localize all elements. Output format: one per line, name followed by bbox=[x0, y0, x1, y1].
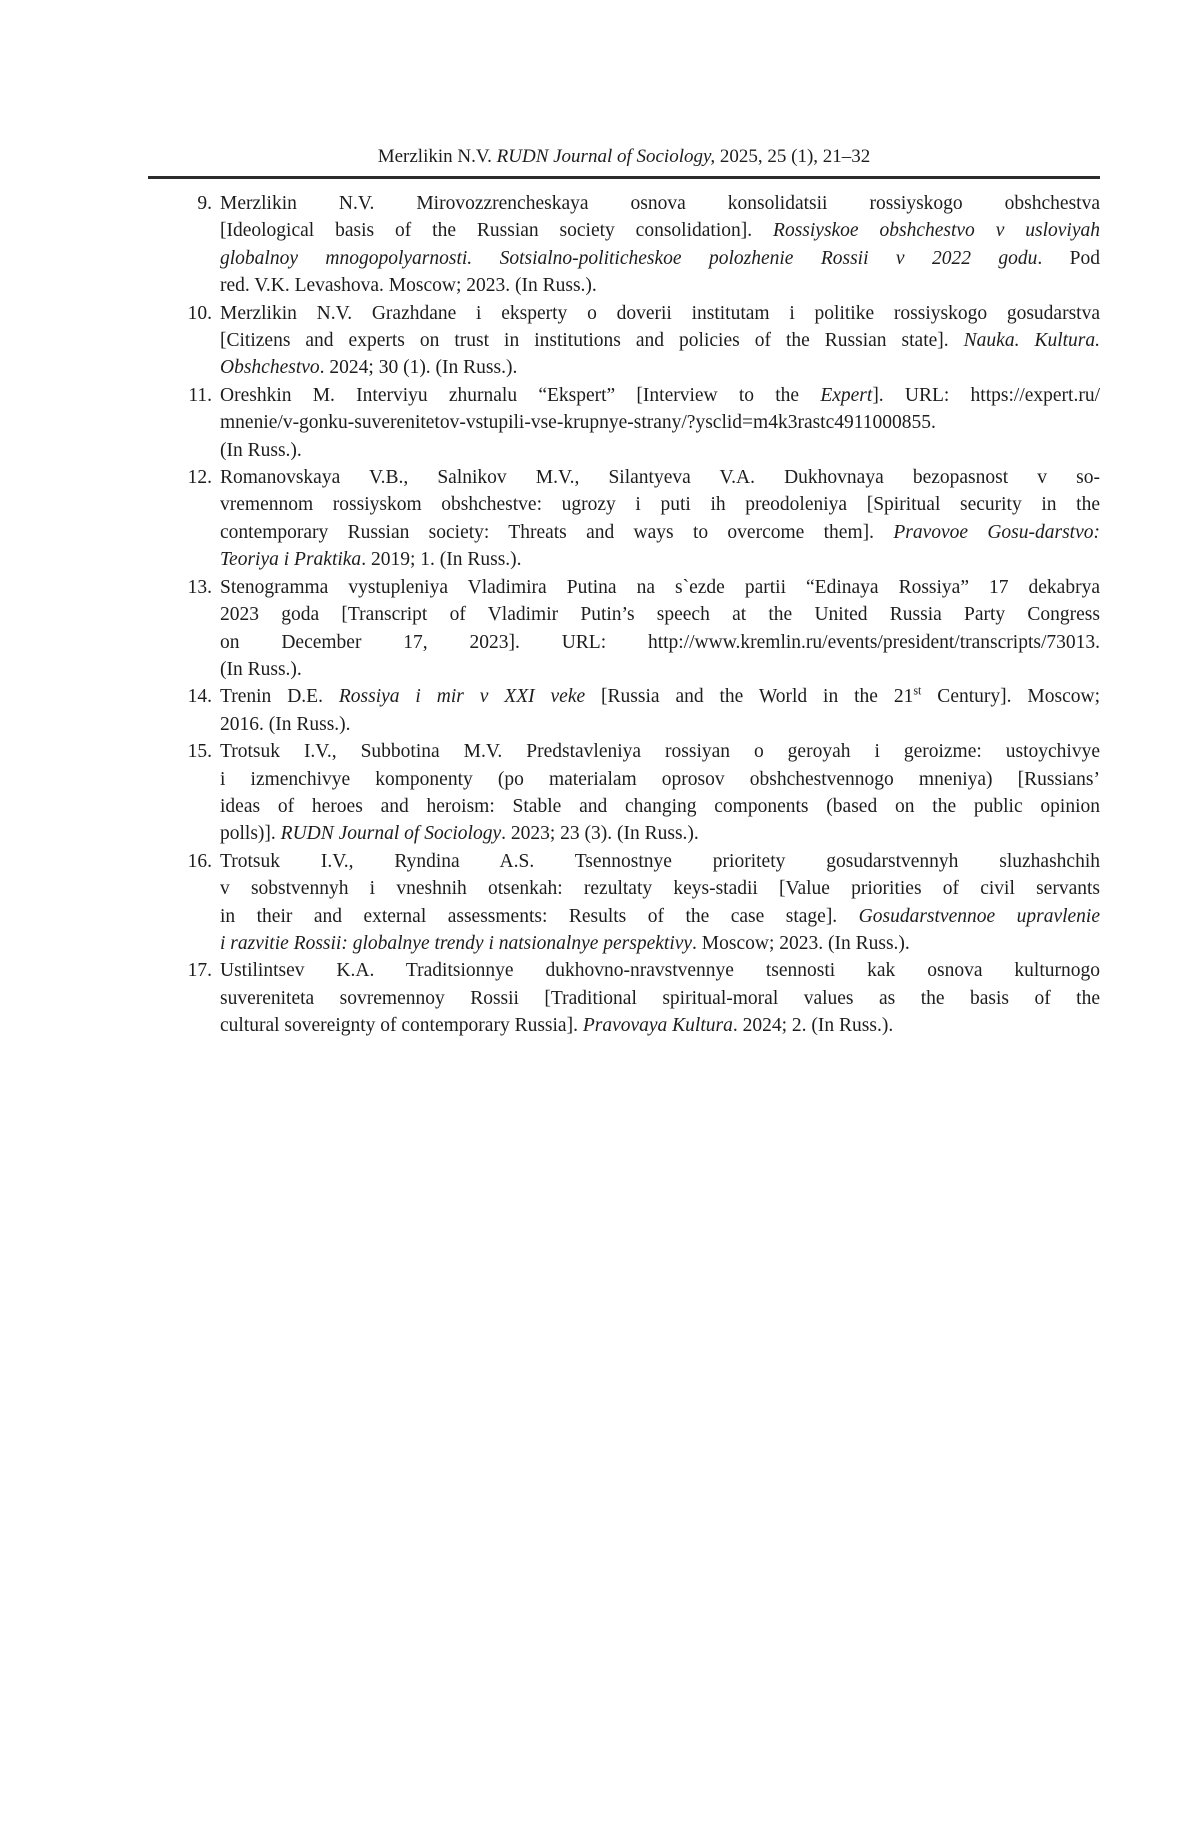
italic-text-run: RUDN Journal of Sociology, bbox=[496, 146, 716, 167]
text-run: vremennom rossiyskom obshchestve: ugrozy i puti ih preodoleniya [Spiritual security in the bbox=[220, 494, 1100, 516]
reference-line bbox=[220, 409, 1100, 436]
text-run: (In Russ.). bbox=[220, 658, 302, 680]
text-run: . 2024; 2. (In Russ.). bbox=[732, 1015, 894, 1037]
text-run: [Russia and the World in the 21 bbox=[585, 686, 914, 708]
reference-line bbox=[220, 820, 1100, 847]
text-run: Merzlikin N.V. Grazhdane i eksperty o doverii institutam i politike rossiyskogo gosudarstva bbox=[220, 302, 1100, 324]
text-run: Trenin D.E. bbox=[220, 686, 339, 708]
reference-text bbox=[220, 738, 1100, 848]
reference-item bbox=[148, 738, 1100, 848]
reference-number: 13. bbox=[187, 576, 212, 598]
text-run: in their and external assessments: Results of the case stage]. bbox=[220, 905, 859, 927]
italic-text-run: Nauka. Kultura. bbox=[963, 330, 1101, 352]
text-run: contemporary Russian society: Threats and ways to overcome them]. bbox=[220, 521, 894, 543]
text-run: Trotsuk I.V., Ryndina A.S. Tsennostnye prioritety gosudarstvennyh sluzhashchih bbox=[220, 850, 1100, 872]
italic-text-run: globalnoy mnogopolyarnosti. Sotsialno-politicheskoe polozhenie Rossii v 2022 godu bbox=[220, 247, 1038, 269]
reference-line bbox=[220, 793, 1100, 820]
italic-text-run: Expert bbox=[820, 384, 873, 406]
text-run: ideas of heroes and heroism: Stable and changing components (based on the public opinion bbox=[220, 795, 1100, 817]
reference-number: 12. bbox=[187, 467, 212, 489]
italic-text-run: Gosudarstvennoe upravlenie bbox=[858, 905, 1100, 927]
reference-text bbox=[220, 382, 1100, 464]
reference-item bbox=[148, 464, 1100, 574]
reference-line bbox=[220, 190, 1100, 217]
text-run: red. V.K. Levashova. Moscow; 2023. (In Russ.). bbox=[220, 275, 597, 297]
reference-number: 11. bbox=[188, 384, 212, 406]
text-run: . Moscow; 2023. (In Russ.). bbox=[692, 932, 910, 954]
reference-number: 15. bbox=[187, 741, 212, 763]
reference-text bbox=[220, 300, 1100, 382]
italic-text-run: Obshchestvo bbox=[220, 357, 320, 379]
reference-text bbox=[220, 848, 1100, 958]
reference-line bbox=[220, 437, 1100, 464]
header-rule bbox=[148, 176, 1100, 179]
text-run: Trotsuk I.V., Subbotina M.V. Predstavleniya rossiyan o geroyah i geroizme: ustoychivye bbox=[220, 741, 1100, 763]
text-run: Merzlikin N.V. Mirovozzrencheskaya osnova konsolidatsii rossiyskogo obshchestva bbox=[220, 193, 1100, 214]
text-run: [Ideological basis of the Russian society consolidation]. bbox=[220, 220, 774, 242]
reference-line bbox=[220, 875, 1100, 902]
reference-text bbox=[220, 574, 1100, 684]
reference-line bbox=[220, 217, 1100, 244]
reference-item bbox=[148, 190, 1100, 300]
running-header bbox=[148, 145, 1100, 168]
reference-line bbox=[220, 738, 1100, 765]
text-run: Merzlikin N.V. bbox=[377, 146, 497, 167]
text-run: [Citizens and experts on trust in institutions and policies of the Russian state]. bbox=[220, 330, 964, 352]
reference-line bbox=[220, 711, 1100, 738]
reference-line bbox=[220, 300, 1100, 327]
text-run: Oreshkin M. Interviyu zhurnalu “Ekspert” [Interview to the bbox=[220, 384, 821, 406]
italic-text-run: Rossiya i mir v XXI veke bbox=[338, 686, 586, 708]
text-run: 2016. (In Russ.). bbox=[220, 713, 351, 735]
text-run: Romanovskaya V.B., Salnikov M.V., Silantyeva V.A. Dukhovnaya bezopasnost v so- bbox=[220, 467, 1100, 489]
reference-line bbox=[220, 574, 1100, 601]
reference-line bbox=[220, 766, 1100, 793]
text-run: ]. URL: https://expert.ru/ bbox=[872, 384, 1100, 406]
text-run: cultural sovereignty of contemporary Russia]. bbox=[220, 1015, 583, 1037]
reference-line bbox=[220, 930, 1100, 957]
italic-text-run: Pravovaya Kultura bbox=[582, 1015, 733, 1037]
reference-item bbox=[148, 957, 1100, 1039]
reference-line bbox=[220, 1012, 1100, 1039]
reference-line bbox=[220, 327, 1100, 354]
reference-item bbox=[148, 848, 1100, 958]
italic-text-run: Teoriya i Praktika bbox=[220, 549, 362, 571]
reference-line bbox=[220, 903, 1100, 930]
text-run: i izmenchivye komponenty (po materialam oprosov obshchestvennogo mneniya) [Russians’ bbox=[220, 768, 1100, 790]
reference-number: 9. bbox=[197, 193, 212, 214]
text-run: 2023 goda [Transcript of Vladimir Putin’s speech at the United Russia Party Congress bbox=[220, 604, 1100, 626]
reference-number: 16. bbox=[187, 850, 212, 872]
reference-line bbox=[220, 601, 1100, 628]
italic-text-run: Pravovoe Gosu-darstvo: bbox=[893, 521, 1101, 543]
text-run: . 2023; 23 (3). (In Russ.). bbox=[501, 823, 699, 845]
reference-line bbox=[220, 382, 1100, 409]
reference-line bbox=[220, 354, 1100, 381]
reference-line bbox=[220, 848, 1100, 875]
text-run: . 2019; 1. (In Russ.). bbox=[361, 549, 522, 571]
reference-item bbox=[148, 382, 1100, 464]
reference-line bbox=[220, 245, 1100, 272]
reference-item bbox=[148, 574, 1100, 684]
text-run: st bbox=[913, 683, 922, 698]
text-run: (In Russ.). bbox=[220, 439, 302, 461]
text-run: suvereniteta sovremennoy Rossii [Traditional spiritual-moral values as the basis of the bbox=[220, 987, 1100, 1009]
reference-number: 14. bbox=[187, 686, 212, 708]
reference-text bbox=[220, 683, 1100, 738]
text-run: Ustilintsev K.A. Traditsionnye dukhovno-nravstvennye tsennosti kak osnova kulturnogo bbox=[220, 960, 1100, 982]
italic-text-run: RUDN Journal of Sociology bbox=[280, 823, 502, 845]
reference-item bbox=[148, 683, 1100, 738]
text-run: v sobstvennyh i vneshnih otsenkah: rezultaty keys-stadii [Value priorities of civil servants bbox=[220, 878, 1100, 900]
text-run: mnenie/v-gonku-suverenitetov-vstupili-vse-krupnye-strany/?ysclid=m4k3rastc4911000855. bbox=[220, 412, 936, 434]
text-run: 2025, 25 (1), 21–32 bbox=[715, 146, 871, 167]
reference-line bbox=[220, 519, 1100, 546]
reference-line bbox=[220, 464, 1100, 491]
reference-line bbox=[220, 656, 1100, 683]
reference-text bbox=[220, 464, 1100, 574]
text-run: Stenogramma vystupleniya Vladimira Putina na s`ezde partii “Edinaya Rossiya” 17 dekabrya bbox=[220, 576, 1100, 598]
reference-list bbox=[148, 190, 1100, 1040]
reference-line bbox=[220, 629, 1100, 656]
text-run: Century]. Moscow; bbox=[921, 686, 1100, 708]
italic-text-run: Rossiyskoe obshchestvo v usloviyah bbox=[773, 220, 1100, 242]
text-run: polls)]. bbox=[220, 823, 281, 845]
reference-number: 10. bbox=[187, 302, 212, 324]
reference-item bbox=[148, 300, 1100, 382]
reference-number: 17. bbox=[187, 960, 212, 982]
reference-line bbox=[220, 985, 1100, 1012]
reference-text bbox=[220, 190, 1100, 300]
text-run: . Pod bbox=[1037, 247, 1100, 269]
reference-line bbox=[220, 546, 1100, 573]
italic-text-run: i razvitie Rossii: globalnye trendy i natsionalnye perspektivy bbox=[220, 932, 693, 954]
reference-line bbox=[220, 272, 1100, 299]
reference-text bbox=[220, 957, 1100, 1039]
text-run: . 2024; 30 (1). (In Russ.). bbox=[319, 357, 518, 379]
reference-line bbox=[220, 957, 1100, 984]
text-run: on December 17, 2023]. URL: http://www.kremlin.ru/events/president/transcripts/73013. bbox=[220, 631, 1100, 653]
reference-line bbox=[220, 491, 1100, 518]
reference-line bbox=[220, 683, 1100, 710]
